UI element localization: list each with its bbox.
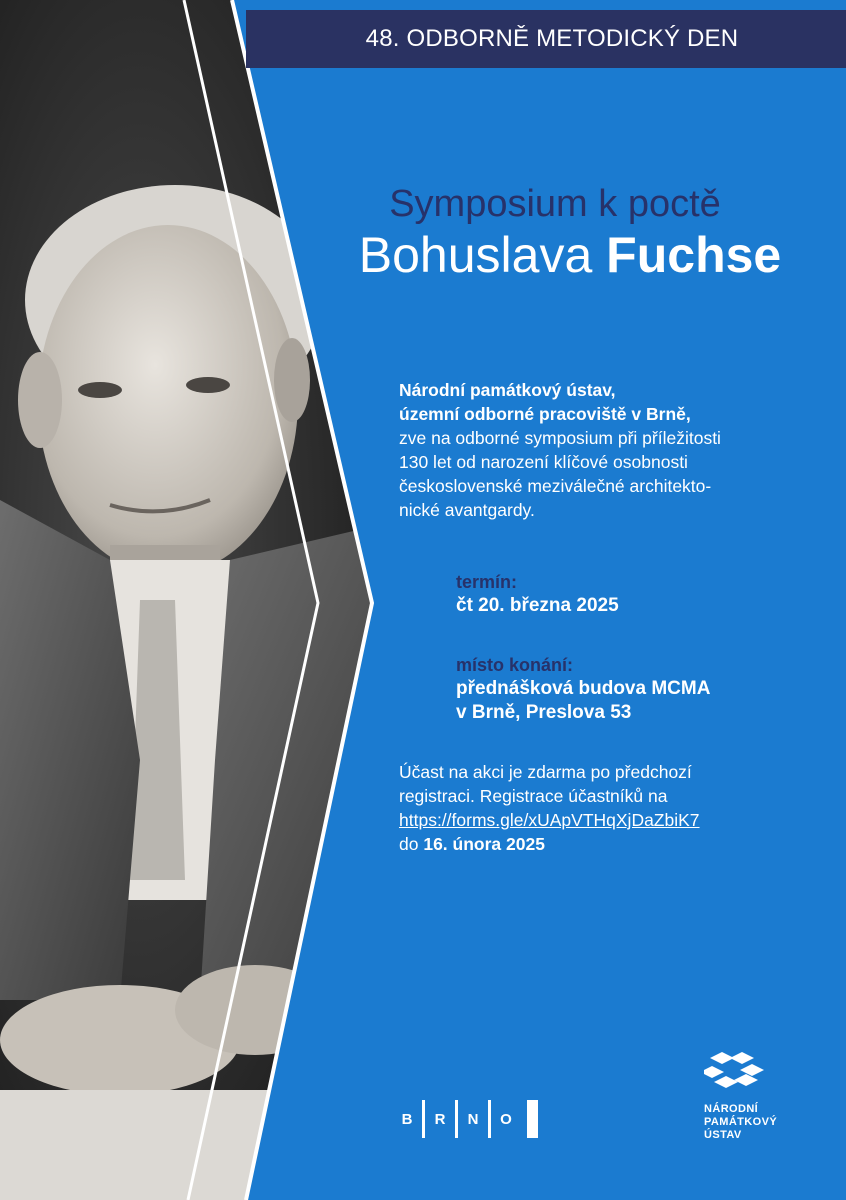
event-banner	[246, 10, 846, 68]
intro-line: nické avantgardy.	[399, 500, 535, 520]
brno-letter: B	[401, 1110, 413, 1128]
npu-logo-text	[704, 1103, 814, 1142]
date-value: čt 20. března 2025	[456, 595, 619, 616]
venue-label: místo konání:	[456, 655, 574, 675]
event-venue-block	[456, 653, 816, 725]
deadline-prefix: do	[399, 834, 419, 854]
registration-line-1: Účast na akci je zdarma po předchozí	[399, 762, 692, 782]
date-label: termín:	[456, 572, 518, 592]
title-surname: Fuchse	[606, 227, 782, 283]
intro-line: československé meziválečné architekto-	[399, 476, 712, 496]
npu-logo	[704, 1050, 814, 1142]
registration-deadline	[399, 832, 829, 856]
title-line-2	[300, 226, 840, 284]
title-first-name: Bohuslava	[358, 227, 593, 283]
event-date-block	[456, 570, 816, 618]
npu-logo-line: NÁRODNÍ	[704, 1103, 759, 1115]
invitation-text	[399, 378, 829, 522]
brno-bar	[527, 1100, 538, 1138]
intro-line: 130 let od narození klíčové osobnosti	[399, 452, 688, 472]
npu-logo-line: PAMÁTKOVÝ	[704, 1116, 778, 1128]
organizer-line-2: územní odborné pracoviště v Brně,	[399, 404, 691, 424]
title-line-1: Symposium k poctě	[389, 183, 721, 225]
npu-emblem-icon	[704, 1050, 766, 1092]
brno-letter: O	[500, 1110, 512, 1128]
organizer-line-1: Národní památkový ústav,	[399, 380, 616, 400]
deadline-date: 16. února 2025	[423, 834, 545, 854]
banner-text: 48. ODBORNĚ METODICKÝ DEN	[365, 25, 739, 52]
brno-letter: N	[467, 1110, 479, 1128]
brno-letter: R	[434, 1110, 446, 1128]
registration-line-2: registraci. Registrace účastníků na	[399, 786, 668, 806]
npu-logo-line: ÚSTAV	[704, 1129, 742, 1141]
registration-link[interactable]: https://forms.gle/xUApVTHqXjDaZbiK7	[399, 810, 700, 830]
venue-line-1: přednášková budova MCMA	[456, 678, 711, 699]
intro-line: zve na odborné symposium při příležitosti	[399, 428, 721, 448]
venue-line-2: v Brně, Preslova 53	[456, 702, 632, 723]
registration-text	[399, 760, 829, 856]
brno-logo	[392, 1100, 538, 1138]
